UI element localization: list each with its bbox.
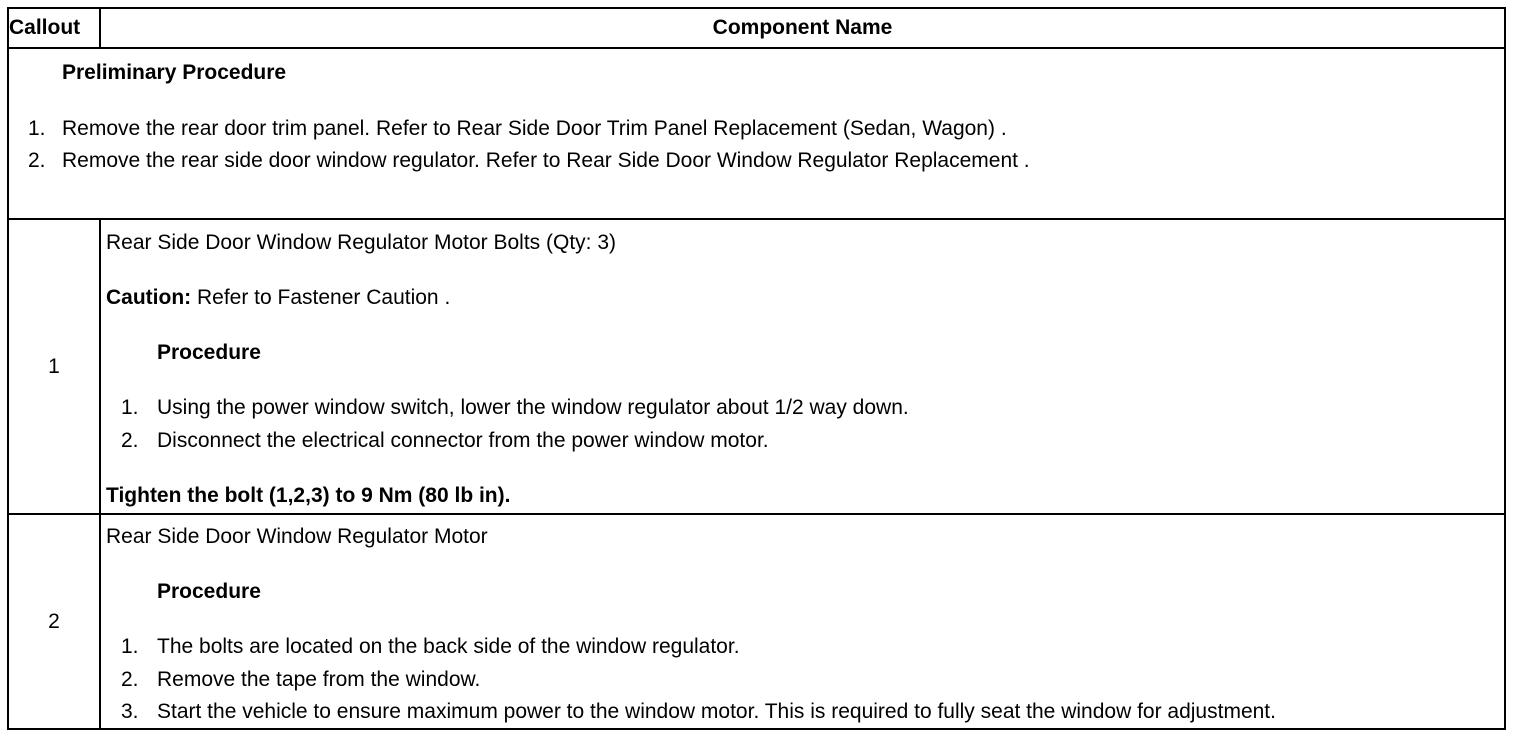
callout-row-1 — [8, 219, 1505, 514]
preliminary-step-2-num: 2. — [28, 149, 46, 172]
step-1-num: 1. — [121, 635, 139, 658]
component-cell-2 — [100, 514, 1505, 729]
caution-label: Caution: — [106, 286, 192, 309]
step-2-text: Remove the tape from the window. — [157, 668, 481, 691]
preliminary-title: Preliminary Procedure — [62, 61, 287, 84]
caution-note — [106, 286, 450, 310]
preliminary-cell — [8, 48, 1505, 219]
callout-number: 2 — [8, 514, 100, 729]
step-2-num: 2. — [121, 668, 139, 691]
callout-row-2 — [8, 514, 1505, 729]
tighten-spec: Tighten the bolt (1,2,3) to 9 Nm (80 lb in). — [106, 484, 511, 507]
step-3-num: 3. — [121, 700, 139, 723]
header-component-name: Component Name — [100, 8, 1505, 48]
step-1-text: The bolts are located on the back side of the window regulator. — [157, 635, 740, 658]
procedure-title: Procedure — [157, 341, 261, 364]
component-name: Rear Side Door Window Regulator Motor Bolts (Qty: 3) — [106, 231, 617, 254]
step-1-text: Using the power window switch, lower the window regulator about 1/2 way down. — [157, 396, 909, 419]
preliminary-step-1-num: 1. — [28, 117, 46, 140]
step-2-num: 2. — [121, 429, 139, 452]
callout-number: 1 — [8, 219, 100, 514]
preliminary-step-2-text: Remove the rear side door window regulator. Refer to Rear Side Door Window Regulator Replacement . — [62, 149, 1030, 172]
component-name: Rear Side Door Window Regulator Motor — [106, 525, 488, 548]
step-2-text: Disconnect the electrical connector from the power window motor. — [157, 429, 769, 452]
header-row — [8, 8, 1505, 48]
procedure-title: Procedure — [157, 580, 261, 603]
caution-text: Refer to Fastener Caution . — [191, 286, 451, 309]
step-1-num: 1. — [121, 396, 139, 419]
header-callout: Callout — [8, 8, 100, 48]
component-table — [7, 7, 1506, 730]
component-cell-1 — [100, 219, 1505, 514]
step-3-text: Start the vehicle to ensure maximum power to the window motor. This is required to fully seat the window for adjustment. — [157, 700, 1276, 723]
preliminary-row — [8, 48, 1505, 219]
preliminary-step-1-text: Remove the rear door trim panel. Refer to Rear Side Door Trim Panel Replacement (Sedan, Wagon) . — [62, 117, 1007, 140]
